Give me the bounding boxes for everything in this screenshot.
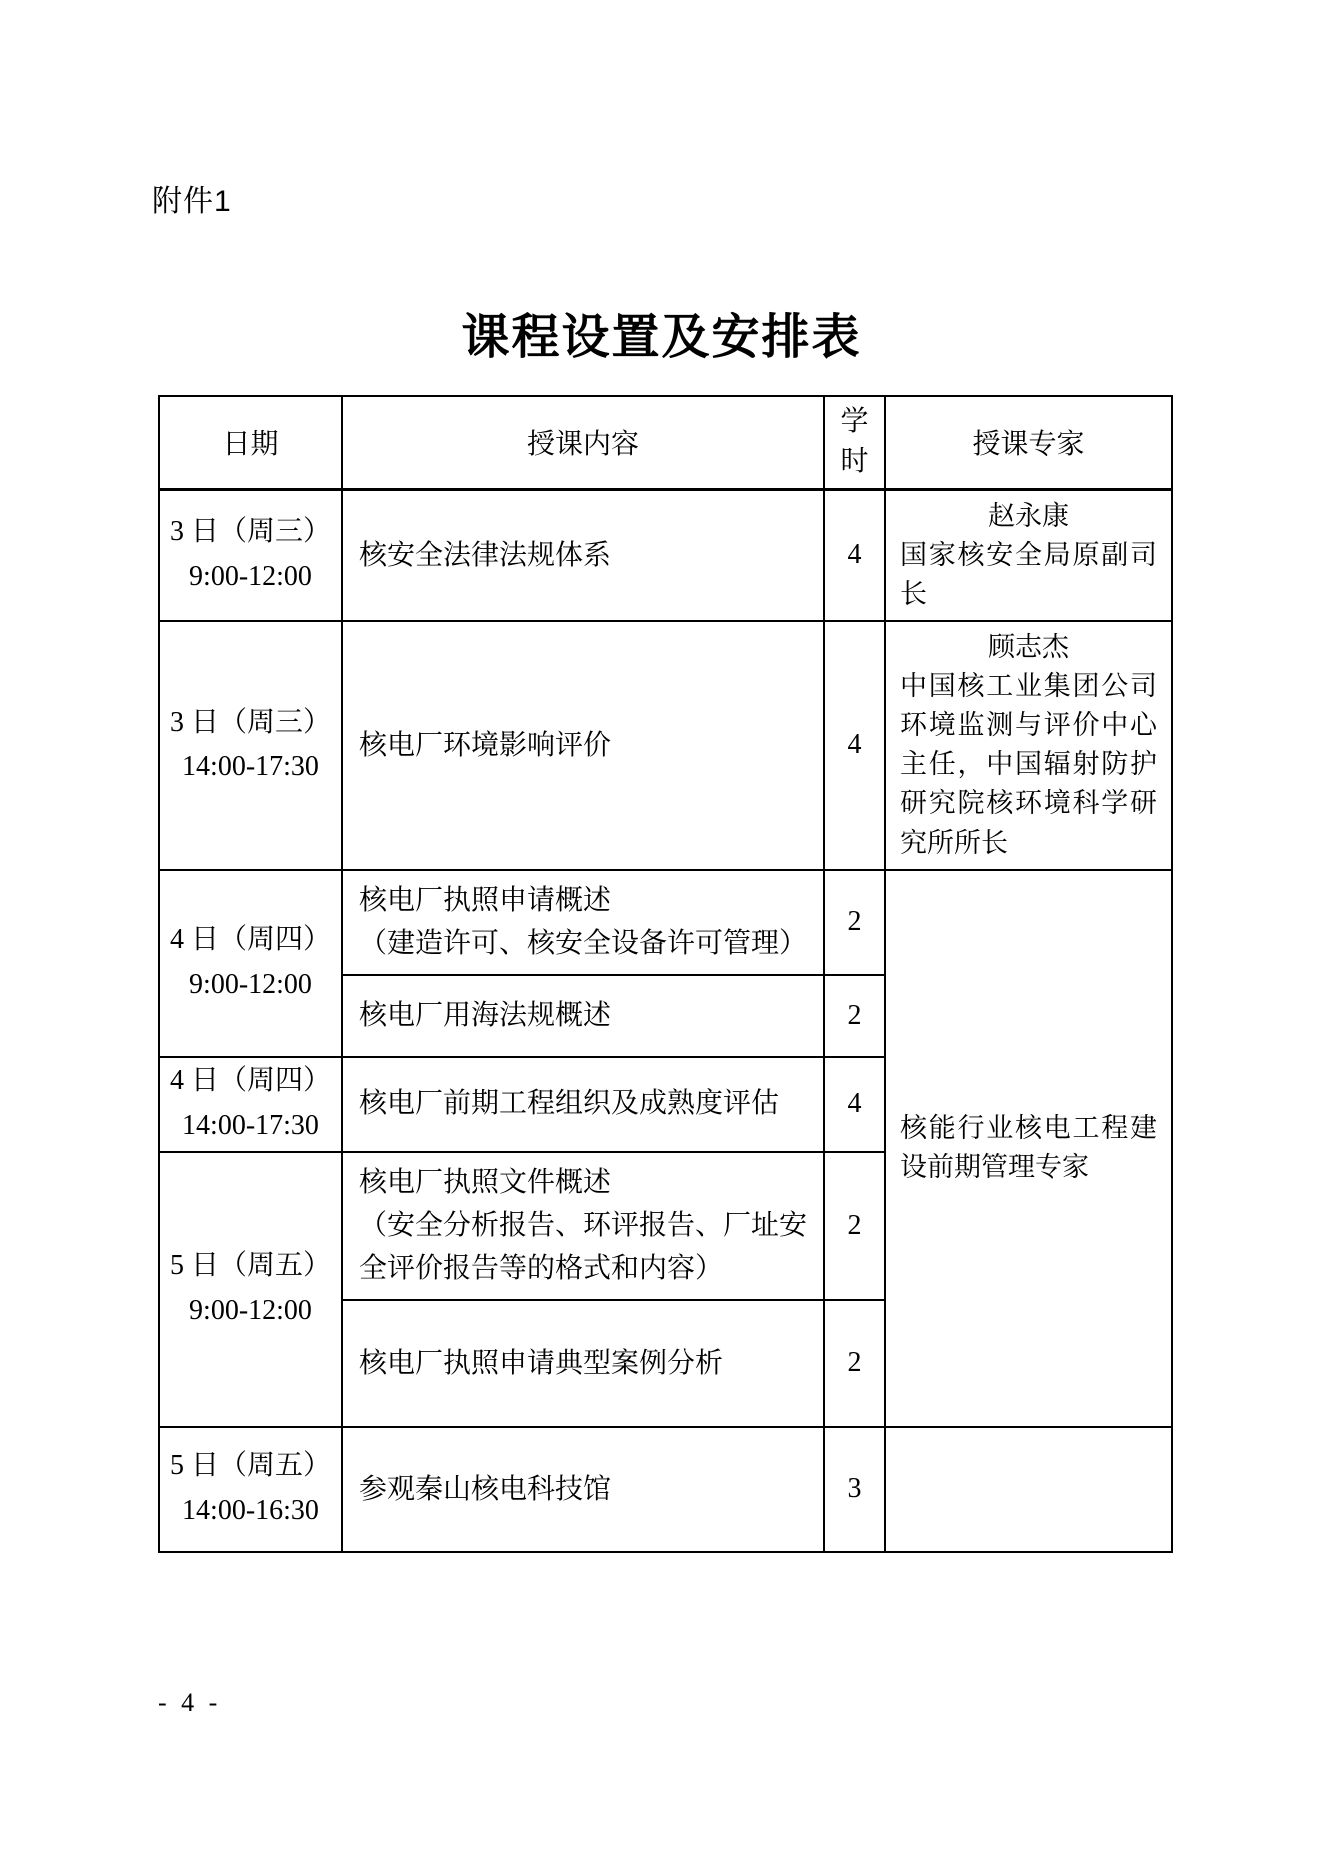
date-line2: 14:00-17:30 [182, 751, 319, 783]
hours-cell: 4 [824, 621, 885, 870]
date-line2: 9:00-12:00 [189, 1295, 312, 1327]
expert-description: 国家核安全局原副司长 [900, 539, 1157, 609]
hours-cell: 2 [824, 1300, 885, 1427]
content-cell [342, 1300, 824, 1427]
expert-description: 中国核工业集团公司环境监测与评价中心主任，中国辐射防护研究院核环境科学研究所所长 [900, 671, 1157, 858]
header-date [159, 396, 342, 489]
content-text-2: （建造许可、核安全设备许可管理） [359, 928, 808, 960]
header-hours-line2: 时 [840, 446, 869, 478]
date-line1: 4 日（周四） [169, 924, 331, 956]
date-cell [159, 489, 342, 621]
date-line1: 3 日（周三） [169, 706, 331, 738]
header-hours [824, 396, 885, 489]
content-text: 参观秦山核电科技馆 [359, 1473, 612, 1505]
content-text-2: （安全分析报告、环评报告、厂址安全评价报告等的格式和内容） [359, 1209, 808, 1285]
expert-cell [885, 489, 1172, 621]
table-row [159, 1427, 1172, 1552]
expert-name: 赵永康 [988, 500, 1069, 531]
attachment-label: 附件1 [152, 185, 232, 218]
course-schedule-table [158, 395, 1173, 1553]
header-hours-line1: 学 [840, 405, 869, 437]
date-line2: 14:00-17:30 [182, 1110, 319, 1142]
content-cell [342, 1057, 824, 1152]
expert-name: 顾志杰 [988, 631, 1069, 662]
page-number: - 4 - [158, 1688, 222, 1717]
header-date-label: 日期 [222, 429, 279, 461]
header-expert [885, 396, 1172, 489]
content-cell [342, 870, 824, 975]
date-line2: 9:00-12:00 [189, 969, 312, 1001]
header-content-label: 授课内容 [526, 429, 639, 461]
hours-cell: 3 [824, 1427, 885, 1552]
date-cell [159, 1152, 342, 1427]
hours-cell: 4 [824, 489, 885, 621]
expert-cell-merged [885, 870, 1172, 1427]
date-cell [159, 1427, 342, 1552]
content-text: 核电厂执照申请概述 [359, 884, 612, 916]
table-row [159, 870, 1172, 975]
expert-group-text: 核能行业核电工程建设前期管理专家 [900, 1113, 1157, 1183]
content-text: 核电厂前期工程组织及成熟度评估 [359, 1088, 780, 1120]
content-cell [342, 621, 824, 870]
content-cell [342, 975, 824, 1057]
table-header-row [159, 396, 1172, 489]
content-text: 核电厂环境影响评价 [359, 729, 612, 761]
date-line1: 3 日（周三） [169, 516, 331, 548]
content-cell [342, 1152, 824, 1300]
content-cell [342, 489, 824, 621]
date-line2: 14:00-16:30 [182, 1495, 319, 1527]
date-line1: 5 日（周五） [169, 1250, 331, 1282]
content-text: 核电厂用海法规概述 [359, 999, 612, 1031]
hours-cell: 4 [824, 1057, 885, 1152]
header-expert-label: 授课专家 [972, 429, 1085, 461]
hours-cell: 2 [824, 975, 885, 1057]
date-line2: 9:00-12:00 [189, 561, 312, 593]
date-cell [159, 870, 342, 1057]
table-row [159, 621, 1172, 870]
date-line1: 5 日（周五） [169, 1450, 331, 1482]
hours-cell: 2 [824, 1152, 885, 1300]
content-text: 核电厂执照申请典型案例分析 [359, 1347, 724, 1379]
date-line1: 4 日（周四） [169, 1065, 331, 1097]
date-cell [159, 1057, 342, 1152]
page-title: 课程设置及安排表 [461, 311, 862, 364]
date-cell [159, 621, 342, 870]
content-cell [342, 1427, 824, 1552]
table-row [159, 489, 1172, 621]
hours-cell: 2 [824, 870, 885, 975]
expert-cell-empty [885, 1427, 1172, 1552]
content-text: 核电厂执照文件概述 [359, 1166, 612, 1198]
expert-cell [885, 621, 1172, 870]
content-text: 核安全法律法规体系 [359, 539, 612, 571]
header-content [342, 396, 824, 489]
